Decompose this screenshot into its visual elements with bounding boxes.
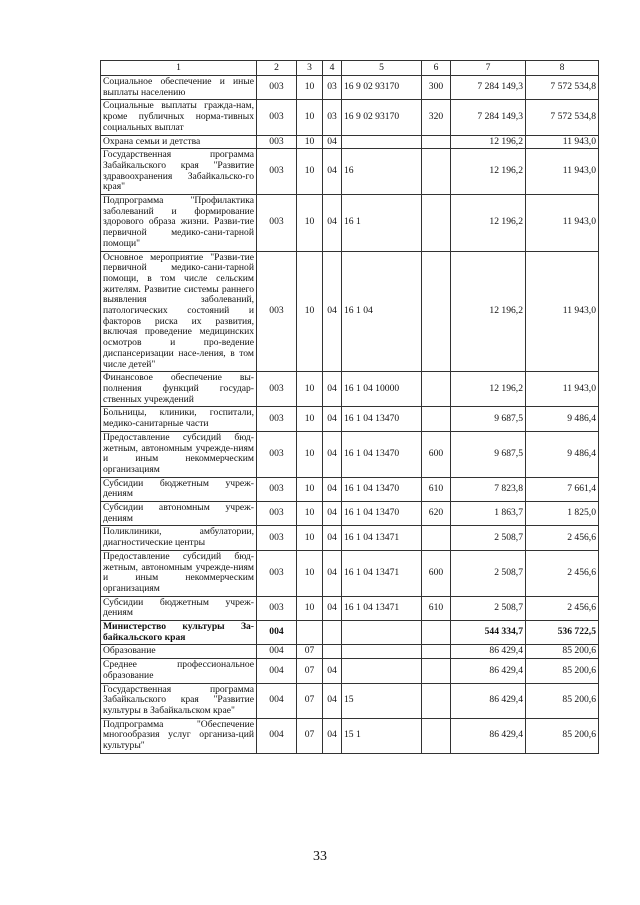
- amount-year-1-cell: 86 429,4: [451, 718, 526, 753]
- code-ministry-cell: 003: [257, 596, 297, 620]
- code-subsection-cell: 04: [323, 251, 342, 372]
- expense-type-cell: [422, 251, 451, 372]
- code-section-cell: 10: [297, 596, 323, 620]
- code-section-cell: 10: [297, 550, 323, 596]
- table-header-row: [101, 61, 599, 76]
- table-row: [101, 645, 599, 659]
- expense-type-cell: 610: [422, 596, 451, 620]
- code-section-cell: 10: [297, 407, 323, 431]
- amount-year-2-cell: 11 943,0: [526, 372, 599, 407]
- code-section-cell: 07: [297, 659, 323, 683]
- column-header: 5: [342, 61, 422, 76]
- row-name-cell: Поликлиники, амбулатории, диагностические центры: [101, 526, 257, 550]
- code-subsection-cell: 04: [323, 718, 342, 753]
- expense-type-cell: [422, 149, 451, 195]
- amount-year-1-cell: 86 429,4: [451, 659, 526, 683]
- amount-year-1-cell: 86 429,4: [451, 683, 526, 718]
- code-subsection-cell: 04: [323, 135, 342, 149]
- expense-type-cell: [422, 645, 451, 659]
- table-row: [101, 251, 599, 372]
- code-section-cell: 10: [297, 135, 323, 149]
- expense-type-cell: 620: [422, 502, 451, 526]
- code-subsection-cell: 03: [323, 76, 342, 100]
- code-subsection-cell: 04: [323, 195, 342, 252]
- target-article-cell: 16 1 04 13471: [342, 550, 422, 596]
- target-article-cell: 16 9 02 93170: [342, 100, 422, 135]
- code-section-cell: 07: [297, 683, 323, 718]
- amount-year-2-cell: 85 200,6: [526, 683, 599, 718]
- column-header: 1: [101, 61, 257, 76]
- target-article-cell: [342, 659, 422, 683]
- expense-type-cell: [422, 135, 451, 149]
- row-name-cell: Субсидии бюджетным учреж-дениям: [101, 596, 257, 620]
- amount-year-2-cell: 11 943,0: [526, 149, 599, 195]
- target-article-cell: 16 1 04 13470: [342, 407, 422, 431]
- amount-year-1-cell: 9 687,5: [451, 407, 526, 431]
- target-article-cell: 16: [342, 149, 422, 195]
- code-section-cell: 10: [297, 477, 323, 501]
- code-ministry-cell: 003: [257, 407, 297, 431]
- code-section-cell: 07: [297, 645, 323, 659]
- amount-year-1-cell: 7 284 149,3: [451, 76, 526, 100]
- amount-year-1-cell: 7 823,8: [451, 477, 526, 501]
- expense-type-cell: [422, 718, 451, 753]
- row-name-cell: Субсидии бюджетным учреж-дениям: [101, 477, 257, 501]
- expense-type-cell: 600: [422, 431, 451, 477]
- code-subsection-cell: 04: [323, 372, 342, 407]
- table-row: [101, 659, 599, 683]
- code-subsection-cell: 04: [323, 683, 342, 718]
- expense-type-cell: 600: [422, 550, 451, 596]
- code-section-cell: 10: [297, 251, 323, 372]
- row-name-cell: Социальное обеспечение и иные выплаты населению: [101, 76, 257, 100]
- code-section-cell: 10: [297, 526, 323, 550]
- code-ministry-cell: 003: [257, 477, 297, 501]
- expense-type-cell: [422, 195, 451, 252]
- target-article-cell: 16 1 04 13471: [342, 596, 422, 620]
- amount-year-2-cell: 9 486,4: [526, 431, 599, 477]
- amount-year-1-cell: 2 508,7: [451, 526, 526, 550]
- code-ministry-cell: 003: [257, 502, 297, 526]
- row-name-cell: Среднее профессиональное образование: [101, 659, 257, 683]
- amount-year-1-cell: 1 863,7: [451, 502, 526, 526]
- amount-year-2-cell: 7 572 534,8: [526, 100, 599, 135]
- target-article-cell: [342, 135, 422, 149]
- row-name-cell: Государственная программа Забайкальского края "Развитие здравоохранения Забайкальско-го края": [101, 149, 257, 195]
- code-ministry-cell: 003: [257, 431, 297, 477]
- row-name-cell: Образование: [101, 645, 257, 659]
- code-ministry-cell: 003: [257, 526, 297, 550]
- code-subsection-cell: 04: [323, 477, 342, 501]
- code-ministry-cell: 004: [257, 659, 297, 683]
- code-subsection-cell: 04: [323, 502, 342, 526]
- code-section-cell: 07: [297, 718, 323, 753]
- code-subsection-cell: [323, 645, 342, 659]
- code-section-cell: 10: [297, 431, 323, 477]
- amount-year-2-cell: 9 486,4: [526, 407, 599, 431]
- code-ministry-cell: 003: [257, 100, 297, 135]
- target-article-cell: 16 1 04 13470: [342, 502, 422, 526]
- row-name-cell: Министерство культуры За-байкальского края: [101, 621, 257, 645]
- table-row: [101, 372, 599, 407]
- row-name-cell: Подпрограмма "Обеспечение многообразия услуг организа-ций культуры": [101, 718, 257, 753]
- code-subsection-cell: [323, 621, 342, 645]
- row-name-cell: Социальные выплаты гражда-нам, кроме публичных норма-тивных социальных выплат: [101, 100, 257, 135]
- table-row: [101, 596, 599, 620]
- table-row: [101, 431, 599, 477]
- table-row: [101, 477, 599, 501]
- amount-year-2-cell: 85 200,6: [526, 645, 599, 659]
- target-article-cell: 16 1 04 13470: [342, 477, 422, 501]
- code-ministry-cell: 003: [257, 149, 297, 195]
- code-section-cell: 10: [297, 502, 323, 526]
- table-row: [101, 683, 599, 718]
- target-article-cell: 16 1 04 10000: [342, 372, 422, 407]
- code-section-cell: 10: [297, 195, 323, 252]
- target-article-cell: 16 1 04 13470: [342, 431, 422, 477]
- code-subsection-cell: 04: [323, 431, 342, 477]
- row-name-cell: Субсидии автономным учреж-дениям: [101, 502, 257, 526]
- amount-year-1-cell: 12 196,2: [451, 149, 526, 195]
- row-name-cell: Финансовое обеспечение вы-полнения функций государ-ственных учреждений: [101, 372, 257, 407]
- table-row: [101, 550, 599, 596]
- expense-type-cell: 610: [422, 477, 451, 501]
- row-name-cell: Предоставление субсидий бюд-жетным, автономным учрежде-ниям и иным некоммерческим организациям: [101, 431, 257, 477]
- column-header: 2: [257, 61, 297, 76]
- code-ministry-cell: 004: [257, 683, 297, 718]
- target-article-cell: 15 1: [342, 718, 422, 753]
- amount-year-2-cell: 536 722,5: [526, 621, 599, 645]
- code-section-cell: 10: [297, 76, 323, 100]
- expense-type-cell: [422, 372, 451, 407]
- amount-year-1-cell: 2 508,7: [451, 596, 526, 620]
- page-number: 33: [313, 849, 327, 864]
- column-header: 8: [526, 61, 599, 76]
- table-row: [101, 195, 599, 252]
- code-section-cell: 10: [297, 372, 323, 407]
- table-row: [101, 407, 599, 431]
- code-subsection-cell: 04: [323, 596, 342, 620]
- amount-year-2-cell: 2 456,6: [526, 550, 599, 596]
- amount-year-1-cell: 12 196,2: [451, 195, 526, 252]
- amount-year-1-cell: 7 284 149,3: [451, 100, 526, 135]
- amount-year-2-cell: 11 943,0: [526, 135, 599, 149]
- table-row: [101, 621, 599, 645]
- target-article-cell: 16 1 04: [342, 251, 422, 372]
- target-article-cell: 15: [342, 683, 422, 718]
- expense-type-cell: [422, 407, 451, 431]
- code-ministry-cell: 004: [257, 621, 297, 645]
- code-ministry-cell: 003: [257, 135, 297, 149]
- code-ministry-cell: 003: [257, 195, 297, 252]
- code-subsection-cell: 03: [323, 100, 342, 135]
- amount-year-2-cell: 7 572 534,8: [526, 76, 599, 100]
- target-article-cell: 16 1: [342, 195, 422, 252]
- amount-year-2-cell: 1 825,0: [526, 502, 599, 526]
- expense-type-cell: [422, 659, 451, 683]
- column-header: 3: [297, 61, 323, 76]
- code-section-cell: 10: [297, 149, 323, 195]
- row-name-cell: Охрана семьи и детства: [101, 135, 257, 149]
- expense-type-cell: 300: [422, 76, 451, 100]
- table-row: [101, 100, 599, 135]
- table-row: [101, 718, 599, 753]
- amount-year-1-cell: 9 687,5: [451, 431, 526, 477]
- code-ministry-cell: 003: [257, 76, 297, 100]
- table-row: [101, 149, 599, 195]
- table-row: [101, 502, 599, 526]
- amount-year-1-cell: 12 196,2: [451, 251, 526, 372]
- table-row: [101, 76, 599, 100]
- amount-year-1-cell: 2 508,7: [451, 550, 526, 596]
- table-row: [101, 135, 599, 149]
- target-article-cell: 16 9 02 93170: [342, 76, 422, 100]
- budget-table: [100, 60, 599, 754]
- amount-year-1-cell: 12 196,2: [451, 135, 526, 149]
- expense-type-cell: [422, 526, 451, 550]
- target-article-cell: [342, 645, 422, 659]
- column-header: 6: [422, 61, 451, 76]
- code-subsection-cell: 04: [323, 407, 342, 431]
- code-subsection-cell: 04: [323, 659, 342, 683]
- table-row: [101, 526, 599, 550]
- amount-year-2-cell: 11 943,0: [526, 195, 599, 252]
- expense-type-cell: [422, 621, 451, 645]
- row-name-cell: Больницы, клиники, госпитали, медико-санитарные части: [101, 407, 257, 431]
- code-ministry-cell: 003: [257, 372, 297, 407]
- code-section-cell: [297, 621, 323, 645]
- code-ministry-cell: 003: [257, 550, 297, 596]
- amount-year-2-cell: 85 200,6: [526, 718, 599, 753]
- column-header: 7: [451, 61, 526, 76]
- column-header: 4: [323, 61, 342, 76]
- amount-year-2-cell: 2 456,6: [526, 596, 599, 620]
- amount-year-2-cell: 7 661,4: [526, 477, 599, 501]
- amount-year-2-cell: 11 943,0: [526, 251, 599, 372]
- amount-year-1-cell: 544 334,7: [451, 621, 526, 645]
- target-article-cell: 16 1 04 13471: [342, 526, 422, 550]
- target-article-cell: [342, 621, 422, 645]
- row-name-cell: Подпрограмма "Профилактика заболеваний и формирование здорового образа жизни. Разви-тие первичной медико-сани-тарной помощи": [101, 195, 257, 252]
- expense-type-cell: 320: [422, 100, 451, 135]
- row-name-cell: Государственная программа Забайкальского края "Развитие культуры в Забайкальском крае": [101, 683, 257, 718]
- code-ministry-cell: 004: [257, 645, 297, 659]
- row-name-cell: Предоставление субсидий бюд-жетным, автономным учрежде-ниям и иным некоммерческим организациям: [101, 550, 257, 596]
- row-name-cell: Основное мероприятие "Разви-тие первичной медико-сани-тарной помощи, в том числе сельским жителям. Развитие системы раннего выявления заболеваний, патологических состояний и факторов риска их развития, включая проведение медицинских осмотров и про-ведение диспансеризации насе-ления, в том числе детей": [101, 251, 257, 372]
- code-subsection-cell: 04: [323, 149, 342, 195]
- code-ministry-cell: 003: [257, 251, 297, 372]
- amount-year-1-cell: 86 429,4: [451, 645, 526, 659]
- amount-year-1-cell: 12 196,2: [451, 372, 526, 407]
- code-subsection-cell: 04: [323, 526, 342, 550]
- expense-type-cell: [422, 683, 451, 718]
- amount-year-2-cell: 2 456,6: [526, 526, 599, 550]
- code-subsection-cell: 04: [323, 550, 342, 596]
- amount-year-2-cell: 85 200,6: [526, 659, 599, 683]
- code-ministry-cell: 004: [257, 718, 297, 753]
- code-section-cell: 10: [297, 100, 323, 135]
